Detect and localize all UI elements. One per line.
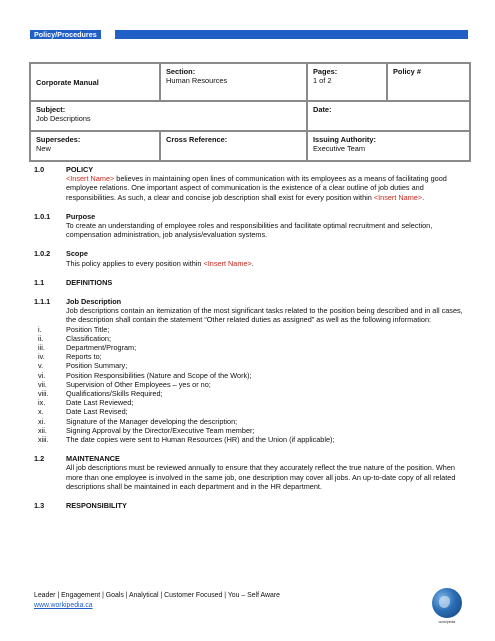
- date-cell: [307, 101, 470, 131]
- list-item-number: iii.: [38, 343, 45, 353]
- list-item-text: Qualifications/Skills Required;: [66, 389, 163, 399]
- corporate-manual-cell: Corporate Manual: [30, 63, 160, 101]
- list-item: [34, 361, 464, 370]
- section-title: RESPONSIBILITY: [66, 501, 127, 511]
- list-item: [34, 334, 464, 343]
- pages-label: Pages:: [313, 67, 338, 76]
- workipedia-logo-icon: [432, 588, 462, 618]
- policy-text-end: .: [422, 192, 425, 202]
- list-item-text: Position Responsibilities (Nature and Scope of the Work);: [66, 370, 252, 380]
- definitions-heading: [34, 278, 464, 287]
- list-item-text: Signing Approval by the Director/Executive Team member;: [66, 425, 255, 435]
- list-item-text: Position Summary;: [66, 361, 128, 371]
- section-value: Human Resources: [166, 76, 228, 85]
- policy-paragraph: [66, 174, 464, 202]
- banner-label: Policy/Procedures: [30, 30, 101, 39]
- section-title: Scope: [66, 249, 88, 259]
- policy-banner: [30, 30, 468, 39]
- list-item: [34, 435, 464, 444]
- list-item-number: xii.: [38, 425, 47, 435]
- issuing-authority-value: Executive Team: [313, 144, 366, 153]
- policy-number-cell: [387, 63, 470, 101]
- list-item: [34, 407, 464, 416]
- list-item: [34, 371, 464, 380]
- section-number: 1.3: [34, 501, 45, 511]
- cross-reference-label: Cross Reference:: [166, 135, 228, 144]
- job-description-paragraph: Job descriptions contain an itemization of the most significant tasks related to the position being described and in all cases, the description shall contain the statement “Other related duties as assigned” as well as the following information:: [66, 306, 463, 325]
- list-item-text: Signature of the Manager developing the description;: [66, 416, 238, 426]
- issuing-authority-label: Issuing Authority:: [313, 135, 376, 144]
- purpose-paragraph: To create an understanding of employee roles and responsibilities and facilitate optimal recruitment and selection, compensation administration, job analysis/evaluation systems.: [66, 221, 433, 240]
- section-cell: [160, 63, 307, 101]
- maintenance-heading: [34, 454, 464, 463]
- list-item: [34, 417, 464, 426]
- section-title: POLICY: [66, 165, 94, 174]
- list-item-number: ix.: [38, 398, 46, 408]
- insert-name-placeholder: <Insert Name>: [203, 258, 252, 268]
- section-title: MAINTENANCE: [66, 454, 120, 464]
- section-title: DEFINITIONS: [66, 277, 113, 287]
- list-item-text: Classification;: [66, 333, 112, 343]
- footer: [34, 591, 280, 611]
- cross-reference-cell: [160, 131, 307, 161]
- list-item-number: ii.: [38, 333, 44, 343]
- policy-heading: [34, 165, 464, 174]
- responsibility-heading: [34, 501, 464, 510]
- insert-name-placeholder: <Insert Name>: [373, 192, 423, 202]
- supersedes-cell: [30, 131, 160, 161]
- list-item-text: The date copies were sent to Human Resources (HR) and the Union (if applicable);: [66, 435, 335, 445]
- job-description-list: [34, 325, 464, 445]
- pages-value: 1 of 2: [313, 76, 332, 85]
- list-item-text: Supervision of Other Employees – yes or no;: [66, 379, 211, 389]
- document-body: [34, 165, 464, 510]
- supersedes-value: New: [36, 144, 51, 153]
- section-number: 1.0.2: [34, 249, 51, 259]
- list-item-number: x.: [38, 407, 44, 417]
- purpose-heading: [34, 212, 464, 221]
- list-item-number: viii.: [38, 389, 49, 399]
- list-item-number: xi.: [38, 416, 46, 426]
- section-number: 1.2: [34, 454, 45, 464]
- header-table: [29, 62, 471, 162]
- list-item-text: Date Last Revised;: [66, 407, 128, 417]
- section-number: 1.1.1: [34, 297, 51, 307]
- logo-caption: workipedia: [438, 620, 456, 624]
- subject-value: Job Descriptions: [36, 114, 91, 123]
- banner-bar: [115, 30, 468, 39]
- footer-tagline: Leader | Engagement | Goals | Analytical | Customer Focused | You – Self Aware: [34, 592, 280, 599]
- section-title: Purpose: [66, 211, 96, 221]
- job-description-heading: [34, 297, 464, 306]
- list-item-number: vii.: [38, 379, 47, 389]
- list-item-number: vi.: [38, 370, 46, 380]
- insert-name-placeholder: <Insert Name>: [66, 174, 115, 184]
- scope-text-end: .: [251, 258, 254, 268]
- scope-text: This policy applies to every position within: [66, 258, 204, 268]
- list-item-text: Department/Program;: [66, 343, 137, 353]
- policy-text: believes in maintaining open lines of communication with its employees as a means of facilitating good employee relations. One important aspect of communication is the existence of a clear outline of job duties and responsibilities. As such, a clear and concise job description shall exist for every position within: [66, 174, 447, 202]
- list-item-text: Reports to;: [66, 352, 102, 362]
- list-item-text: Position Title;: [66, 324, 110, 334]
- supersedes-label: Supersedes:: [36, 135, 81, 144]
- list-item: [34, 380, 464, 389]
- section-number: 1.1: [34, 277, 45, 287]
- policy-number-label: Policy #: [393, 67, 421, 76]
- list-item: [34, 352, 464, 361]
- list-item: [34, 398, 464, 407]
- list-item: [34, 426, 464, 435]
- subject-cell: [30, 101, 307, 131]
- section-number: 1.0.1: [34, 211, 51, 221]
- section-label: Section:: [166, 67, 196, 76]
- list-item-number: iv.: [38, 352, 45, 362]
- list-item-number: i.: [38, 324, 42, 334]
- section-title: Job Description: [66, 297, 122, 307]
- list-item-number: v.: [38, 361, 44, 371]
- section-number: 1.0: [34, 165, 45, 174]
- date-label: Date:: [313, 105, 332, 114]
- pages-cell: [307, 63, 387, 101]
- maintenance-paragraph: All job descriptions must be reviewed annually to ensure that they accurately reflect the true nature of the position. When more than one employee is involved in the same job, one description may cover all jobs. An up-to-date copy of all related descriptions shall be maintained in each department and in the HR department.: [66, 463, 456, 491]
- list-item: [34, 389, 464, 398]
- list-item: [34, 343, 464, 352]
- issuing-authority-cell: [307, 131, 470, 161]
- list-item-number: xiii.: [38, 435, 49, 445]
- scope-paragraph: [66, 259, 464, 268]
- subject-label: Subject:: [36, 105, 66, 114]
- list-item: [34, 325, 464, 334]
- scope-heading: [34, 249, 464, 258]
- list-item-text: Date Last Reviewed;: [66, 398, 134, 408]
- footer-link[interactable]: www.workipedia.ca: [34, 602, 93, 609]
